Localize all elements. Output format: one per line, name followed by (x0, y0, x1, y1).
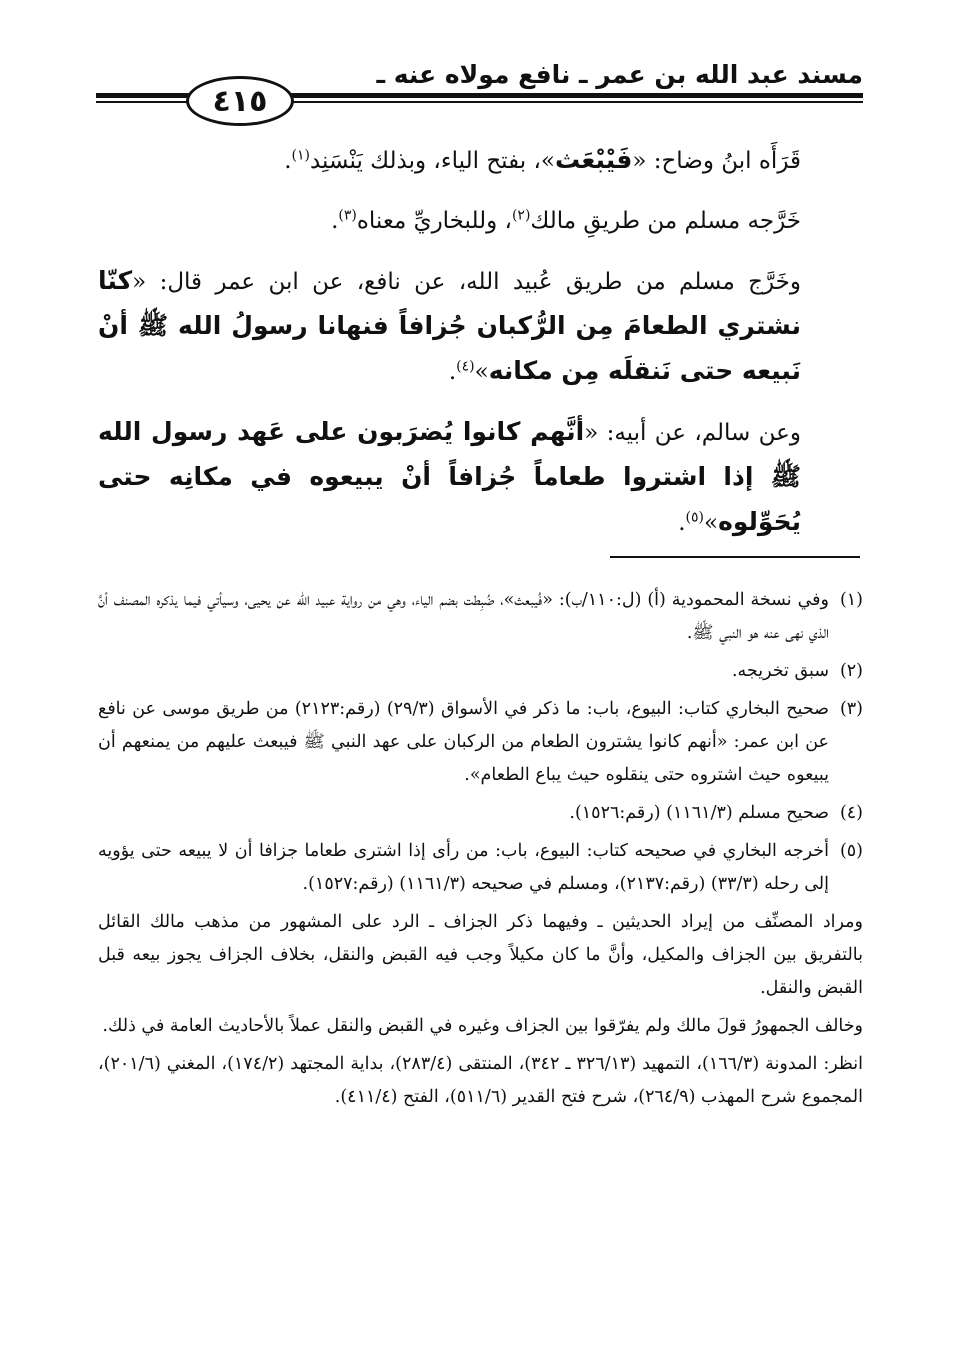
hadith-text: أنَّهم كانوا يُضرَبون على عَهد رسول الله ﷺ إذا اشتروا طعاماً جُزافاً أنْ يبيعوه في مكانِه حتى يُحَوِّلوه (98, 417, 801, 536)
paragraph-4 (98, 410, 863, 545)
footnote (98, 835, 863, 901)
quoted-word: فَيْبْعَث (554, 145, 633, 174)
text-run: وعن سالم، عن أبيه: « (584, 420, 802, 446)
footnote-number: (٢) (839, 661, 863, 681)
paragraph-2 (98, 199, 863, 243)
hadith-text: كنّا نشتري الطعامَ مِن الرُّكبان جُزافاً فنهانا رسولُ الله ﷺ أنْ نَبيعه حتى نَنقلَه مِن مكانه (98, 266, 801, 385)
running-title: مسند عبد الله بن عمر ـ نافع مولاه عنه ـ (376, 60, 863, 89)
paragraph-3 (98, 259, 863, 394)
footnote-text: صحيح مسلم (١١٦١/٣) (رقم:١٥٢٦). (569, 803, 829, 823)
text-run: . (448, 359, 457, 385)
page-number: ٤١٥ (186, 76, 294, 126)
footnote-ref: (١) (291, 147, 310, 164)
footnote (98, 655, 863, 688)
footnote-text: أخرجه البخاري في صحيحه كتاب: البيوع، باب: من رأى إذا اشترى طعاما جزافا أن لا يبيعه حتى يؤويه إلى رحله (٣٣/٣) (رقم:٢١٣٧)، ومسلم في صحيحه (١١٦١/٣) (رقم:١٥٢٧). (98, 841, 829, 894)
text-run: »، بفتح الياء، وبذلك يَنْسَنِد (309, 148, 555, 174)
footnote-number: (٣) (839, 699, 863, 719)
footnote-text: صحيح البخاري كتاب: البيوع، باب: ما ذكر في الأسواق (٢٩/٣) (رقم:٢١٢٣) من طريق موسى عن نافع عن ابن عمر: «أنهم كانوا يشترون الطعام من الركبان على عهد النبي ﷺ فيبعث عليهم من يمنعهم أن يبيعوه حيث اشتروه حتى ينقلوه حيث يباع الطعام». (98, 699, 829, 785)
footnotes (98, 584, 863, 1119)
footnote-text: سبق تخريجه. (731, 661, 829, 681)
footnote-number: (١) (839, 590, 863, 610)
footnote-number: (٤) (839, 803, 863, 823)
text-run: » (704, 510, 719, 536)
main-text (98, 138, 863, 545)
footnote (98, 693, 863, 792)
text-run: خَرَّجه مسلم من طريقِ مالك (530, 208, 801, 234)
footnote-ref: (٤) (456, 358, 475, 375)
footnote-text: وفي نسخة المحمودية (أ) (ل:١١٠/ب): «فُيبعث»، ضُبِطت بضم الياء، وهي من رواية عبيد الله عن يحيى، وسيأتي فيما يذكره المصنف أنَّ الذي نهى عنه هو النبي ﷺ. (98, 590, 829, 643)
footnote-number: (٥) (839, 841, 863, 861)
footnote-ref: (٣) (338, 207, 357, 224)
text-run: . (331, 208, 339, 234)
text-run: ، وللبخاريِّ معناه (356, 208, 512, 234)
paragraph-1 (98, 138, 863, 183)
footnote-continuation: وخالف الجمهورُ قولَ مالك ولم يفرّقوا بين الجزاف وغيره في القبض والنقل عملاً بالأحاديث العامة في ذلك. (102, 1016, 863, 1036)
text-run: . (678, 510, 686, 536)
text-run: » (474, 359, 489, 385)
footnote (98, 584, 863, 650)
footnote-ref: (٢) (511, 207, 531, 224)
text-run: قَرَأَه ابنُ وضاح: « (632, 148, 801, 174)
footnote-continuation: ومراد المصنِّف من إيراد الحديثين ـ وفيهما ذكر الجزاف ـ الرد على المشهور من مذهب مالك القائل بالتفريق بين الجزاف والمكيل، وأنَّ ما كان مكيلاً وجب فيه القبض والنقل، بخلاف الجزاف يجوز بيعه قبل القبض والنقل. (98, 912, 863, 998)
text-run: . (284, 148, 292, 174)
footnote-divider (610, 556, 860, 558)
footnote-ref: (٥) (685, 509, 705, 526)
footnote (98, 797, 863, 830)
footnote-continuation: انظر: المدونة (١٦٦/٣)، التمهيد (٣٢٦/١٣ ـ ٣٤٢)، المنتقى (٢٨٣/٤)، بداية المجتهد (١٧٤/٢)، المغني (٢٠١/٦)، المجموع شرح المهذب (٢٦٤/٩)، شرح فتح القدير (٥١١/٦)، الفتح (٤١١/٤). (98, 1054, 863, 1107)
text-run: وخَرَّج مسلم من طريق عُبيد الله، عن نافع، عن ابن عمر قال: « (132, 269, 801, 295)
